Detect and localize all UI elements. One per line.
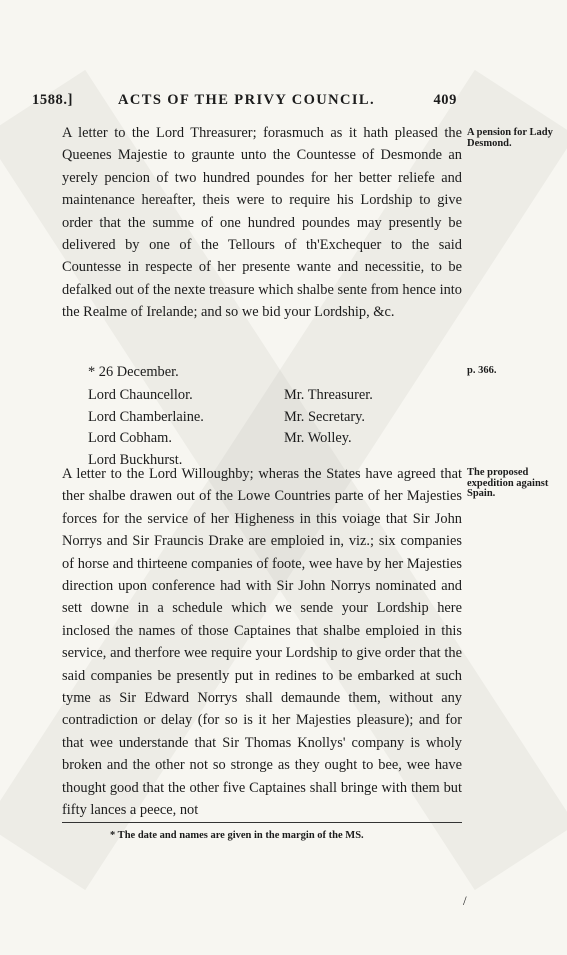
running-header	[32, 92, 457, 112]
bottom-mark: /	[463, 893, 467, 908]
attendee: Lord Chauncellor.	[88, 387, 193, 403]
footnote-divider	[62, 822, 462, 823]
attendee: Lord Buckhurst.	[88, 451, 183, 468]
paragraph-pension-letter: A letter to the Lord Threasurer; forasmuch as it hath pleased the Queenes Majestie to graunte unto the Countesse of Desmonde an yerely pencion of two hundred poundes for her better reliefe and maintenance hereafter, theis were to require his Lordship to give order that the summe of one hundred poundes may presently be delivered by one of the Tellours of th'Exchequer to the said Countesse in respecte of her presente wante and necessitie, to be defalked out of the nexte treasure which shalbe sente from hence into the Realme of Irelande; and so we bid your Lordship, &c.	[62, 125, 462, 321]
margin-note-pension: A pension for Lady Desmond.	[467, 127, 553, 149]
attendees-right	[284, 385, 373, 450]
attendee: Mr. Secretary.	[284, 408, 365, 425]
attendees-left	[88, 385, 204, 471]
header-title: ACTS OF THE PRIVY COUNCIL.	[118, 92, 376, 108]
meeting-date: * 26 December.	[88, 364, 179, 380]
margin-note-page-ref: p. 366.	[467, 365, 497, 376]
attendee: Lord Cobham.	[88, 430, 172, 446]
attendee: Lord Chamberlaine.	[88, 408, 204, 425]
attendee: Mr. Wolley.	[284, 430, 352, 446]
margin-note-expedition: The proposed expedition against Spain.	[467, 467, 549, 499]
attendee: Mr. Threasurer.	[284, 387, 373, 403]
page-number: 409	[433, 92, 457, 108]
header-year: 1588.]	[32, 92, 74, 108]
footnote: * The date and names are given in the margin of the MS.	[110, 830, 364, 841]
paragraph-willoughby-letter: A letter to the Lord Willoughby; wheras the States have agreed that ther shalbe drawen out of the Lowe Countries parte of her Majesties forces for the service of her Higheness in this voiage that Sir John Norrys and Sir Frauncis Drake are emploied in, viz.; six companies of horse and thirteene companies of foote, wee have by her Majesties direction upon conference had with Sir John Norrys nominated and sett downe in a schedule which we sende your Lordship here inclosed the names of those Captaines that shalbe emploied in this service, and therfore wee require your Lordship to give order that the said companies be presently put in redines to be embarked at such tyme as Sir Edward Norrys shall demaunde them, without any contradiction or delay (for so is it her Majesties pleasure); and for that wee understande that Sir Thomas Knollys' company is wholy broken and the other not so stronge as they ought to bee, wee have thought good that the other five Captaines shall bringe with them but fifty lances a peece, not	[62, 466, 462, 819]
